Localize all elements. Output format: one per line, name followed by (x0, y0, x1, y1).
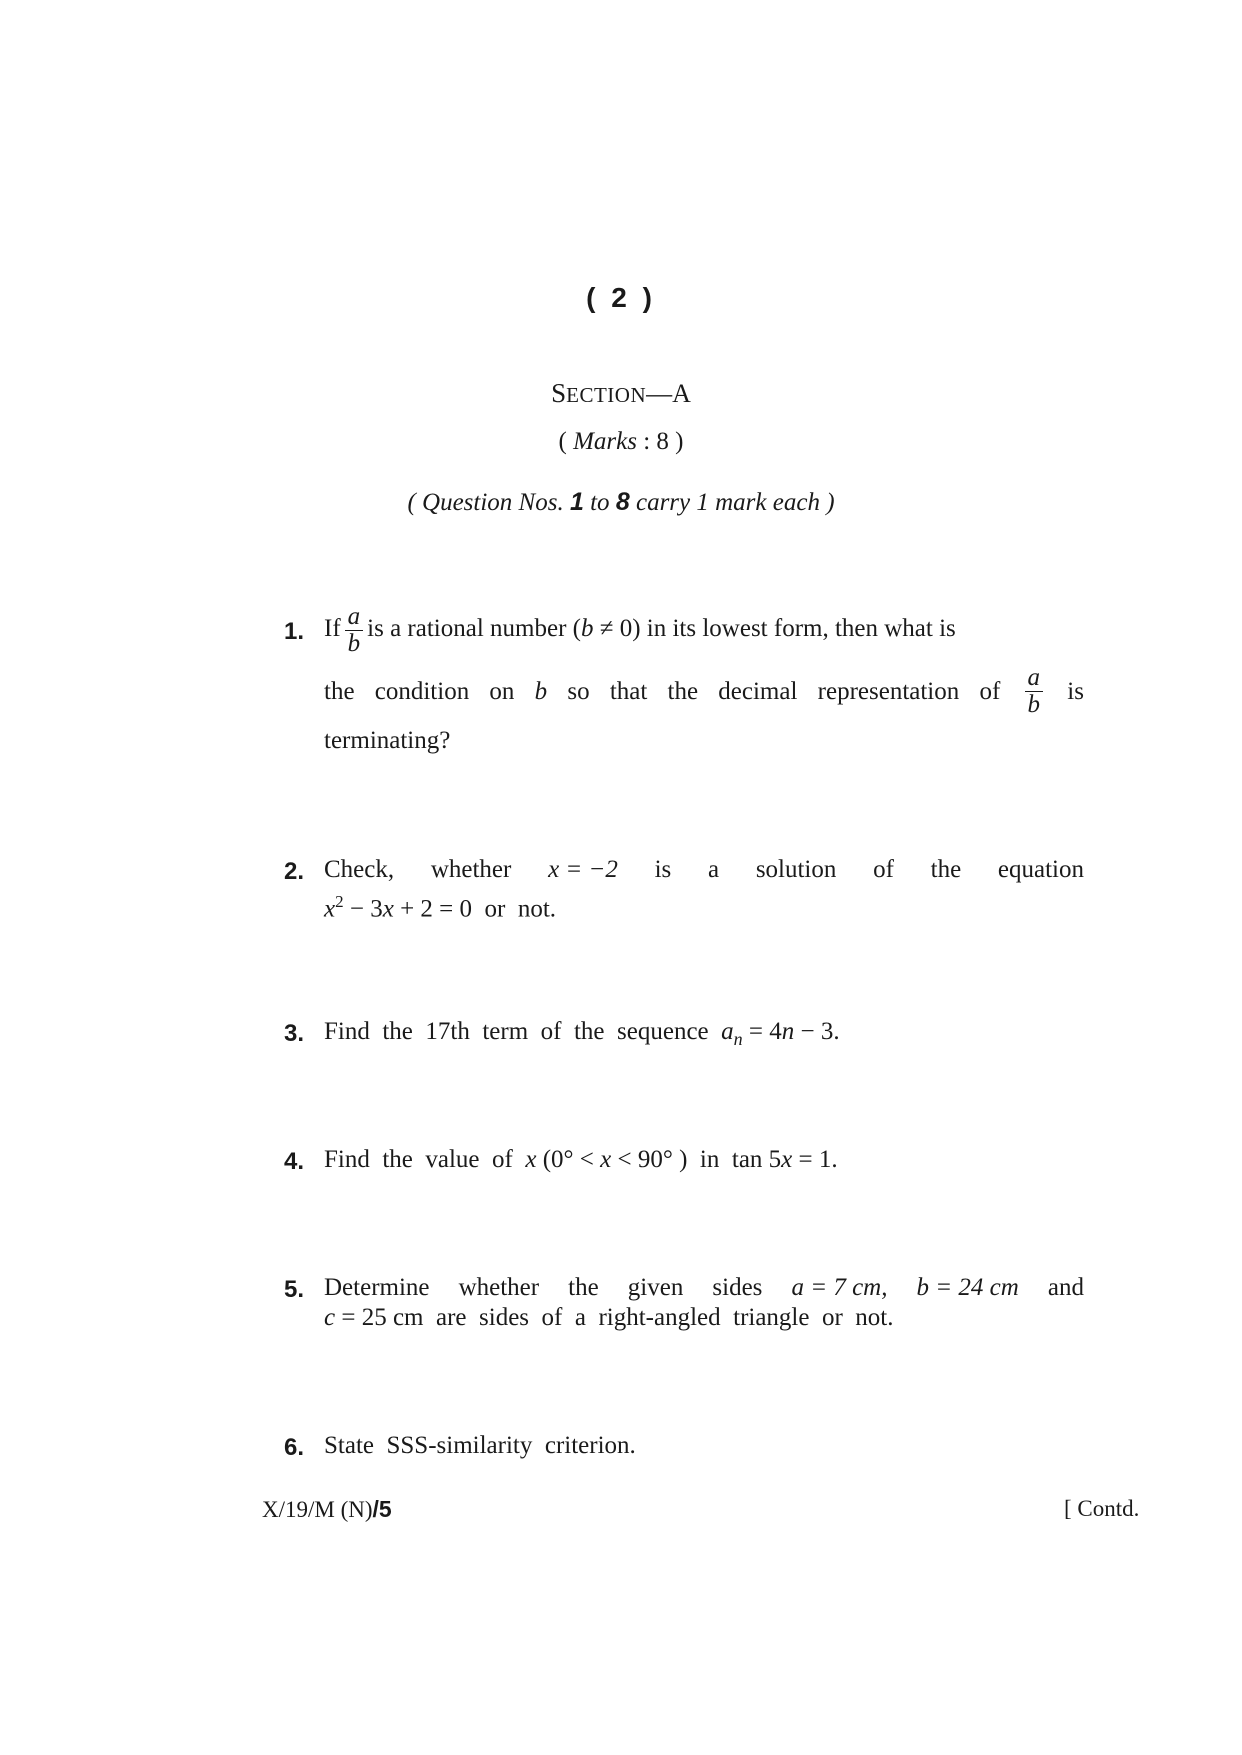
continued-note: [ Contd. (1064, 1496, 1140, 1521)
fraction-a-over-b: $\frac{a}{b}$ (1025, 665, 1044, 718)
section-title: SECTION—A (551, 378, 691, 408)
question-1-line-2: the condition on b so that the decimal representation of $\frac{a}{b}$ is (324, 664, 1084, 718)
question-4-text: Find the value of x (0° < x < 90° ) in tan 5x = 1. (324, 1146, 838, 1173)
question-2-line-2: $x^2 - 3x + 2 = 0$ or not. (324, 892, 557, 923)
question-1-number: 1. (284, 618, 305, 645)
question-2-line-1: Check, whether x = −2 is a solution of the equation (324, 856, 1084, 883)
question-3-text: Find the 17th term of the sequence $a_n = 4n - 3$. (324, 1018, 840, 1049)
question-6-number: 6. (284, 1434, 305, 1461)
question-1-line-1: If $\frac{a}{b}$ is a rational number (b ≠ 0) in its lowest form, then what is (324, 603, 956, 657)
page-number: ( 2 ) (586, 282, 656, 313)
question-3-number: 3. (284, 1020, 305, 1047)
fraction-a-over-b: $\frac{a}{b}$ (345, 604, 364, 657)
paper-code: X/19/M (N)/5 (262, 1496, 392, 1522)
question-4-number: 4. (284, 1148, 305, 1175)
question-2-number: 2. (284, 858, 305, 885)
question-5-line-2: c = 25 cm are sides of a right-angled triangle or not. (324, 1304, 894, 1331)
question-5-line-1: Determine whether the given sides a = 7 cm, b = 24 cm and (324, 1274, 1084, 1301)
section-marks: ( Marks : 8 ) (558, 428, 684, 455)
question-6-text: State SSS-similarity criterion. (324, 1432, 636, 1459)
question-1-line-3: terminating? (324, 727, 451, 754)
marks-note: ( Question Nos. 1 to 8 carry 1 mark each ) (407, 488, 835, 516)
question-5-number: 5. (284, 1276, 305, 1303)
